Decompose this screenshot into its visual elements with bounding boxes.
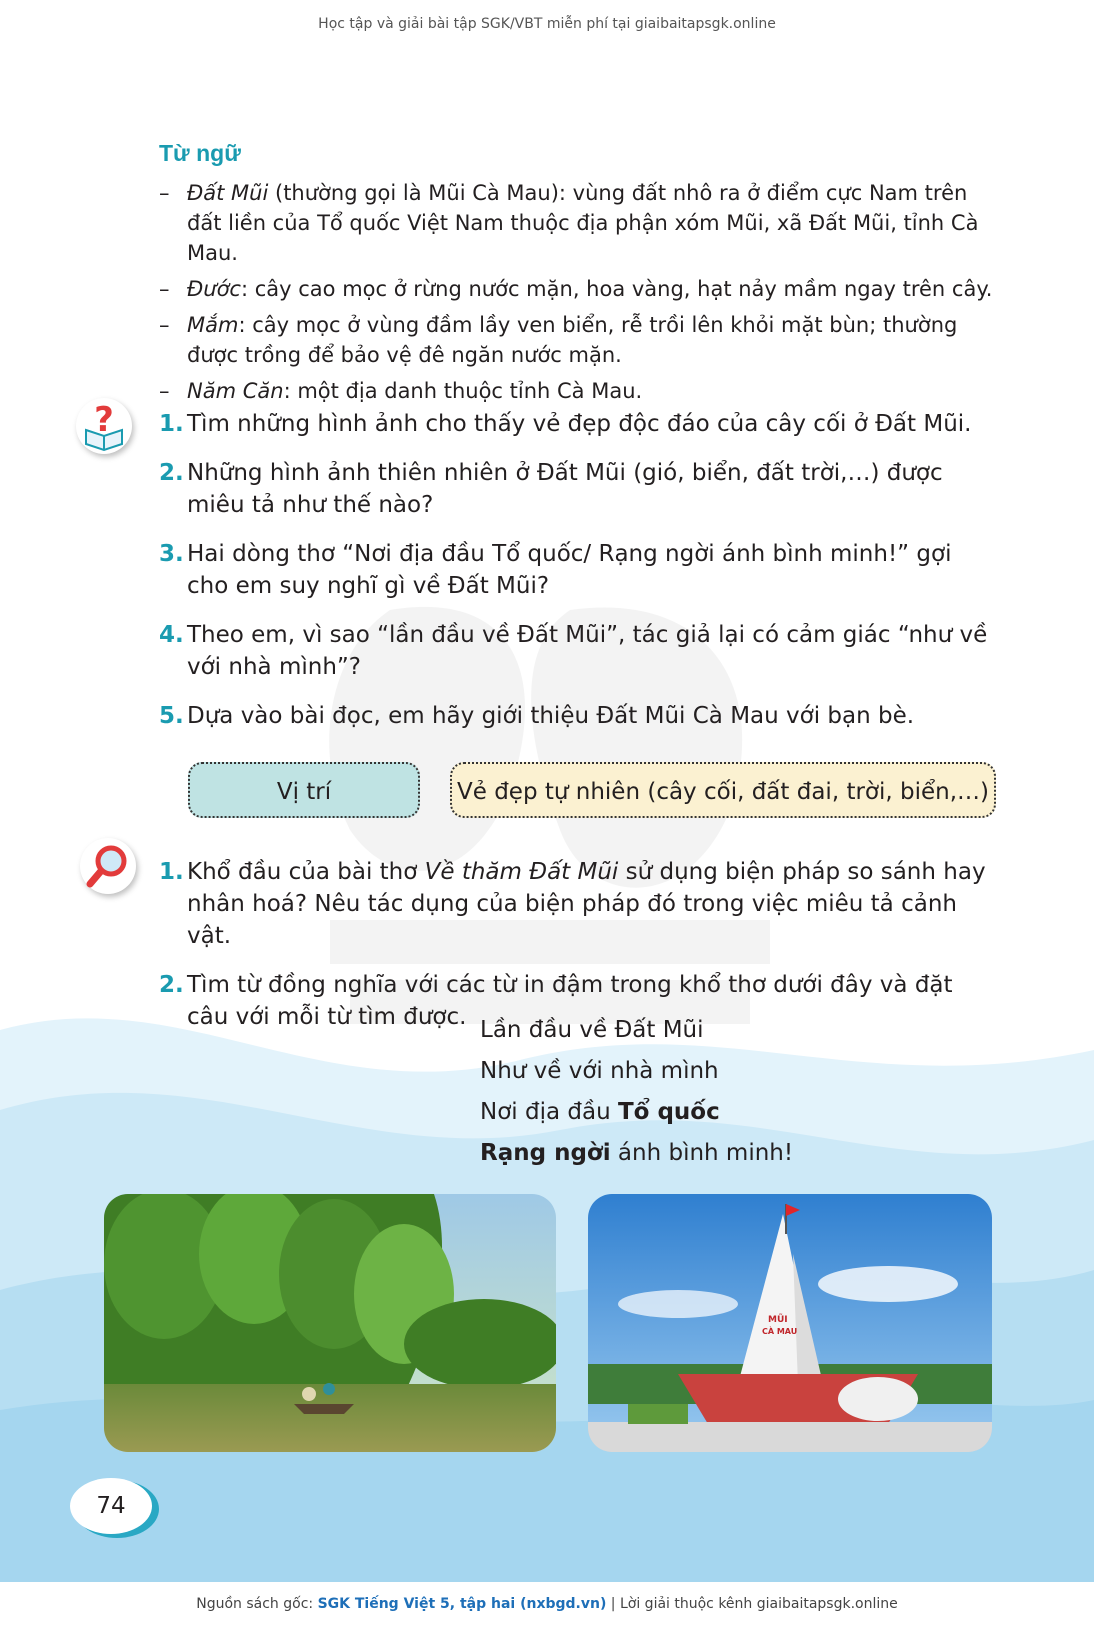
footer bbox=[0, 1582, 1094, 1626]
poem-text: ánh bình minh! bbox=[610, 1140, 794, 1166]
question-number: 1. bbox=[159, 411, 184, 437]
question-number: 3. bbox=[159, 541, 184, 567]
glossary-item bbox=[159, 376, 995, 406]
footer-suffix: | Lời giải thuộc kênh giaibaitapsgk.online bbox=[606, 1596, 898, 1612]
question-item bbox=[159, 457, 995, 521]
glossary-item bbox=[159, 178, 995, 268]
chip-location: Vị trí bbox=[188, 762, 420, 818]
question-book-icon bbox=[76, 398, 132, 454]
question-text: Những hình ảnh thiên nhiên ở Đất Mũi (gió, biển, đất trời,…) được miêu tả như thế nào? bbox=[187, 460, 943, 518]
footer-prefix: Nguồn sách gốc: bbox=[196, 1596, 318, 1612]
glossary-term: Đước bbox=[187, 277, 241, 301]
question-number: 2. bbox=[159, 972, 184, 998]
monument-photo bbox=[588, 1194, 992, 1452]
page-number: 74 bbox=[70, 1478, 152, 1534]
reading-questions bbox=[159, 408, 995, 749]
question-number: 1. bbox=[159, 859, 184, 885]
glossary-term: Năm Căn bbox=[187, 379, 284, 403]
glossary-definition: : một địa danh thuộc tỉnh Cà Mau. bbox=[283, 379, 643, 403]
list-dash: – bbox=[159, 379, 170, 403]
monument-sign-line1: MŨI bbox=[768, 1315, 788, 1325]
poem-line: Như về với nhà mình bbox=[480, 1058, 719, 1084]
question-item bbox=[159, 700, 995, 732]
poem-stanza bbox=[480, 1010, 793, 1174]
question-text-before: Khổ đầu của bài thơ bbox=[187, 859, 425, 885]
monument-sign-line2: CÀ MAU bbox=[762, 1327, 798, 1336]
mangrove-photo bbox=[104, 1194, 556, 1452]
list-dash: – bbox=[159, 277, 170, 301]
list-dash: – bbox=[159, 181, 170, 205]
question-text: Tìm những hình ảnh cho thấy vẻ đẹp độc đáo của cây cối ở Đất Mũi. bbox=[187, 411, 972, 437]
page-number-badge bbox=[70, 1478, 156, 1536]
poem-bold-word: Tổ quốc bbox=[617, 1099, 720, 1125]
glossary-list bbox=[159, 178, 995, 412]
poem-bold-word: Rạng ngời bbox=[480, 1140, 611, 1166]
question-text-after: sử dụng biện pháp so sánh hay nhân hoá? Nêu tác dụng của biện pháp đó trong việc miêu tả cảnh vật. bbox=[187, 859, 986, 949]
source-link[interactable]: SGK Tiếng Việt 5, tập hai (nxbgd.vn) bbox=[317, 1596, 607, 1612]
glossary-item bbox=[159, 310, 995, 370]
question-text: Dựa vào bài đọc, em hãy giới thiệu Đất Mũi Cà Mau với bạn bè. bbox=[187, 703, 915, 729]
glossary-definition: : cây cao mọc ở rừng nước mặn, hoa vàng, hạt nảy mầm ngay trên cây. bbox=[240, 277, 993, 301]
poem-line bbox=[480, 1092, 793, 1133]
question-number: 4. bbox=[159, 622, 184, 648]
question-number: 5. bbox=[159, 703, 184, 729]
glossary-item bbox=[159, 274, 995, 304]
poem-text: Nơi địa đầu bbox=[480, 1099, 618, 1125]
magnifier-icon bbox=[80, 838, 136, 894]
question-item bbox=[159, 856, 995, 952]
header-note: Học tập và giải bài tập SGK/VBT miễn phí tại giaibaitapsgk.online bbox=[318, 16, 776, 32]
glossary-title: Từ ngữ bbox=[159, 140, 241, 166]
question-text: Hai dòng thơ “Nơi địa đầu Tổ quốc/ Rạng ngời ánh bình minh!” gợi cho em suy nghĩ gì về Đất Mũi? bbox=[187, 541, 952, 599]
list-dash: – bbox=[159, 313, 170, 337]
question-text: Theo em, vì sao “lần đầu về Đất Mũi”, tác giả lại có cảm giác “như về với nhà mình”? bbox=[187, 622, 988, 680]
question-text: Tìm từ đồng nghĩa với các từ in đậm trong khổ thơ dưới đây và đặt câu với mỗi từ tìm được. bbox=[187, 972, 953, 1030]
question-item bbox=[159, 538, 995, 602]
poem-line bbox=[480, 1133, 793, 1174]
question-item bbox=[159, 619, 995, 683]
glossary-term: Mắm bbox=[187, 313, 239, 337]
glossary-definition: (thường gọi là Mũi Cà Mau): vùng đất nhô ra ở điểm cực Nam trên đất liền của Tổ quốc Việt Nam thuộc địa phận xóm Mũi, xã Đất Mũi, tỉnh Cà Mau. bbox=[187, 181, 979, 265]
glossary-term: Đất Mũi bbox=[187, 181, 269, 205]
poem-line: Lần đầu về Đất Mũi bbox=[480, 1017, 704, 1043]
svg-text:?: ? bbox=[94, 400, 114, 440]
question-number: 2. bbox=[159, 460, 184, 486]
poem-title: Về thăm Đất Mũi bbox=[424, 859, 619, 885]
chip-nature: Vẻ đẹp tự nhiên (cây cối, đất đai, trời, biển,…) bbox=[450, 762, 996, 818]
question-item bbox=[159, 408, 995, 440]
glossary-definition: : cây mọc ở vùng đầm lầy ven biển, rễ trồi lên khỏi mặt bùn; thường được trồng để bảo vệ đê ngăn nước mặn. bbox=[187, 313, 958, 367]
